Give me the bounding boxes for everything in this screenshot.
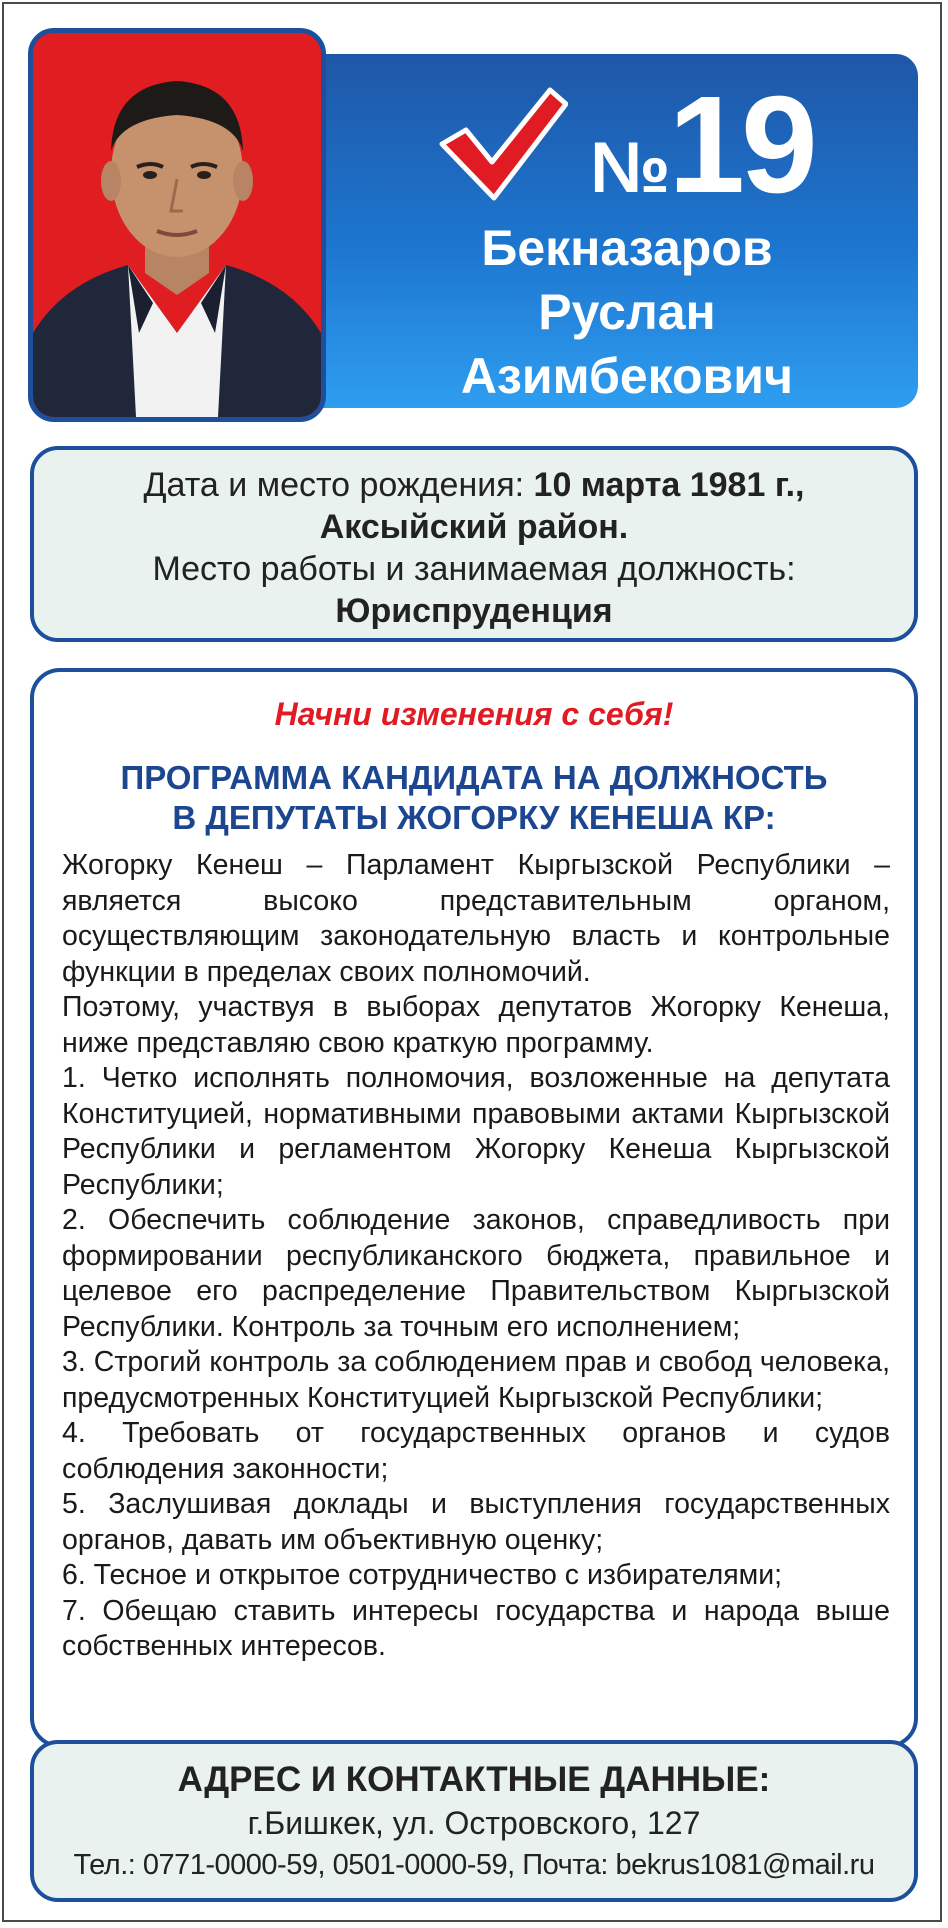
program-item: 6. Тесное и открытое сотрудничество с избирателями; — [62, 1559, 783, 1591]
program-item: 1. Четко исполнять полномочия, возложенные на депутата Конституцией, нормативными правовыми актами Кыргызской Республики и регламентом Жогорку Кенеша Кыргызской Республики; — [62, 1062, 890, 1201]
program-title — [34, 758, 914, 838]
birth-place-line — [34, 506, 914, 548]
program-title-line: ПРОГРАММА КАНДИДАТА НА ДОЛЖНОСТЬ — [120, 759, 828, 796]
program-paragraph: Жогорку Кенеш – Парламент Кыргызской Республики – является высоко представительным органом, осуществляющим законодательную власть и контрольные функции в пределах своих полномочий. — [62, 849, 890, 988]
program-item: 2. Обеспечить соблюдение законов, справедливость при формировании республиканского бюджета, правильное и целевое его распределение Правительством Кыргызской Республики. Контроль за точным его исполнением; — [62, 1204, 890, 1343]
program-title-line: В ДЕПУТАТЫ ЖОГОРКУ КЕНЕША КР: — [172, 799, 776, 836]
contact-box — [30, 1740, 918, 1902]
bio-box — [30, 446, 918, 642]
birth-line — [34, 464, 914, 506]
ballot-number-value: 19 — [668, 68, 814, 222]
birth-label: Дата и место рождения: — [143, 466, 525, 504]
contact-phone-email: Тел.: 0771-0000-59, 0501-0000-59, Почта: bekrus1081@mail.ru — [73, 1849, 875, 1881]
checkmark-icon — [438, 86, 568, 204]
work-label: Место работы и занимаемая должность: — [152, 550, 796, 588]
program-item: 5. Заслушивая доклады и выступления государственных органов, давать им объективную оценку; — [62, 1488, 890, 1556]
candidate-patronymic: Азимбекович — [460, 348, 794, 404]
work-value: Юриспруденция — [335, 592, 613, 630]
candidate-photo — [28, 28, 326, 422]
program-item: 3. Строгий контроль за соблюдением прав и свобод человека, предусмотренных Конституцией Кыргызской Республики; — [62, 1346, 890, 1414]
program-paragraph: Поэтому, участвуя в выборах депутатов Жогорку Кенеша, ниже представляю свою краткую программу. — [62, 991, 890, 1059]
slogan: Начни изменения с себя! — [274, 696, 674, 732]
candidate-first-name: Руслан — [538, 284, 716, 340]
contact-title: АДРЕС И КОНТАКТНЫЕ ДАННЫЕ: — [177, 1760, 771, 1799]
birth-date: 10 марта 1981 г., — [533, 466, 805, 504]
ballot-number — [590, 68, 814, 222]
program-text — [62, 848, 890, 1665]
ballot-number-prefix: № — [590, 128, 669, 208]
program-box — [30, 668, 918, 1748]
birth-place: Аксыйский район. — [319, 508, 629, 546]
work-value-line — [34, 590, 914, 632]
contact-address: г.Бишкек, ул. Островского, 127 — [247, 1805, 701, 1841]
program-item: 4. Требовать от государственных органов и судов соблюдения законности; — [62, 1417, 890, 1485]
candidate-surname: Бекназаров — [481, 220, 773, 276]
program-item: 7. Обещаю ставить интересы государства и народа выше собственных интересов. — [62, 1594, 890, 1662]
candidate-name — [330, 216, 924, 408]
